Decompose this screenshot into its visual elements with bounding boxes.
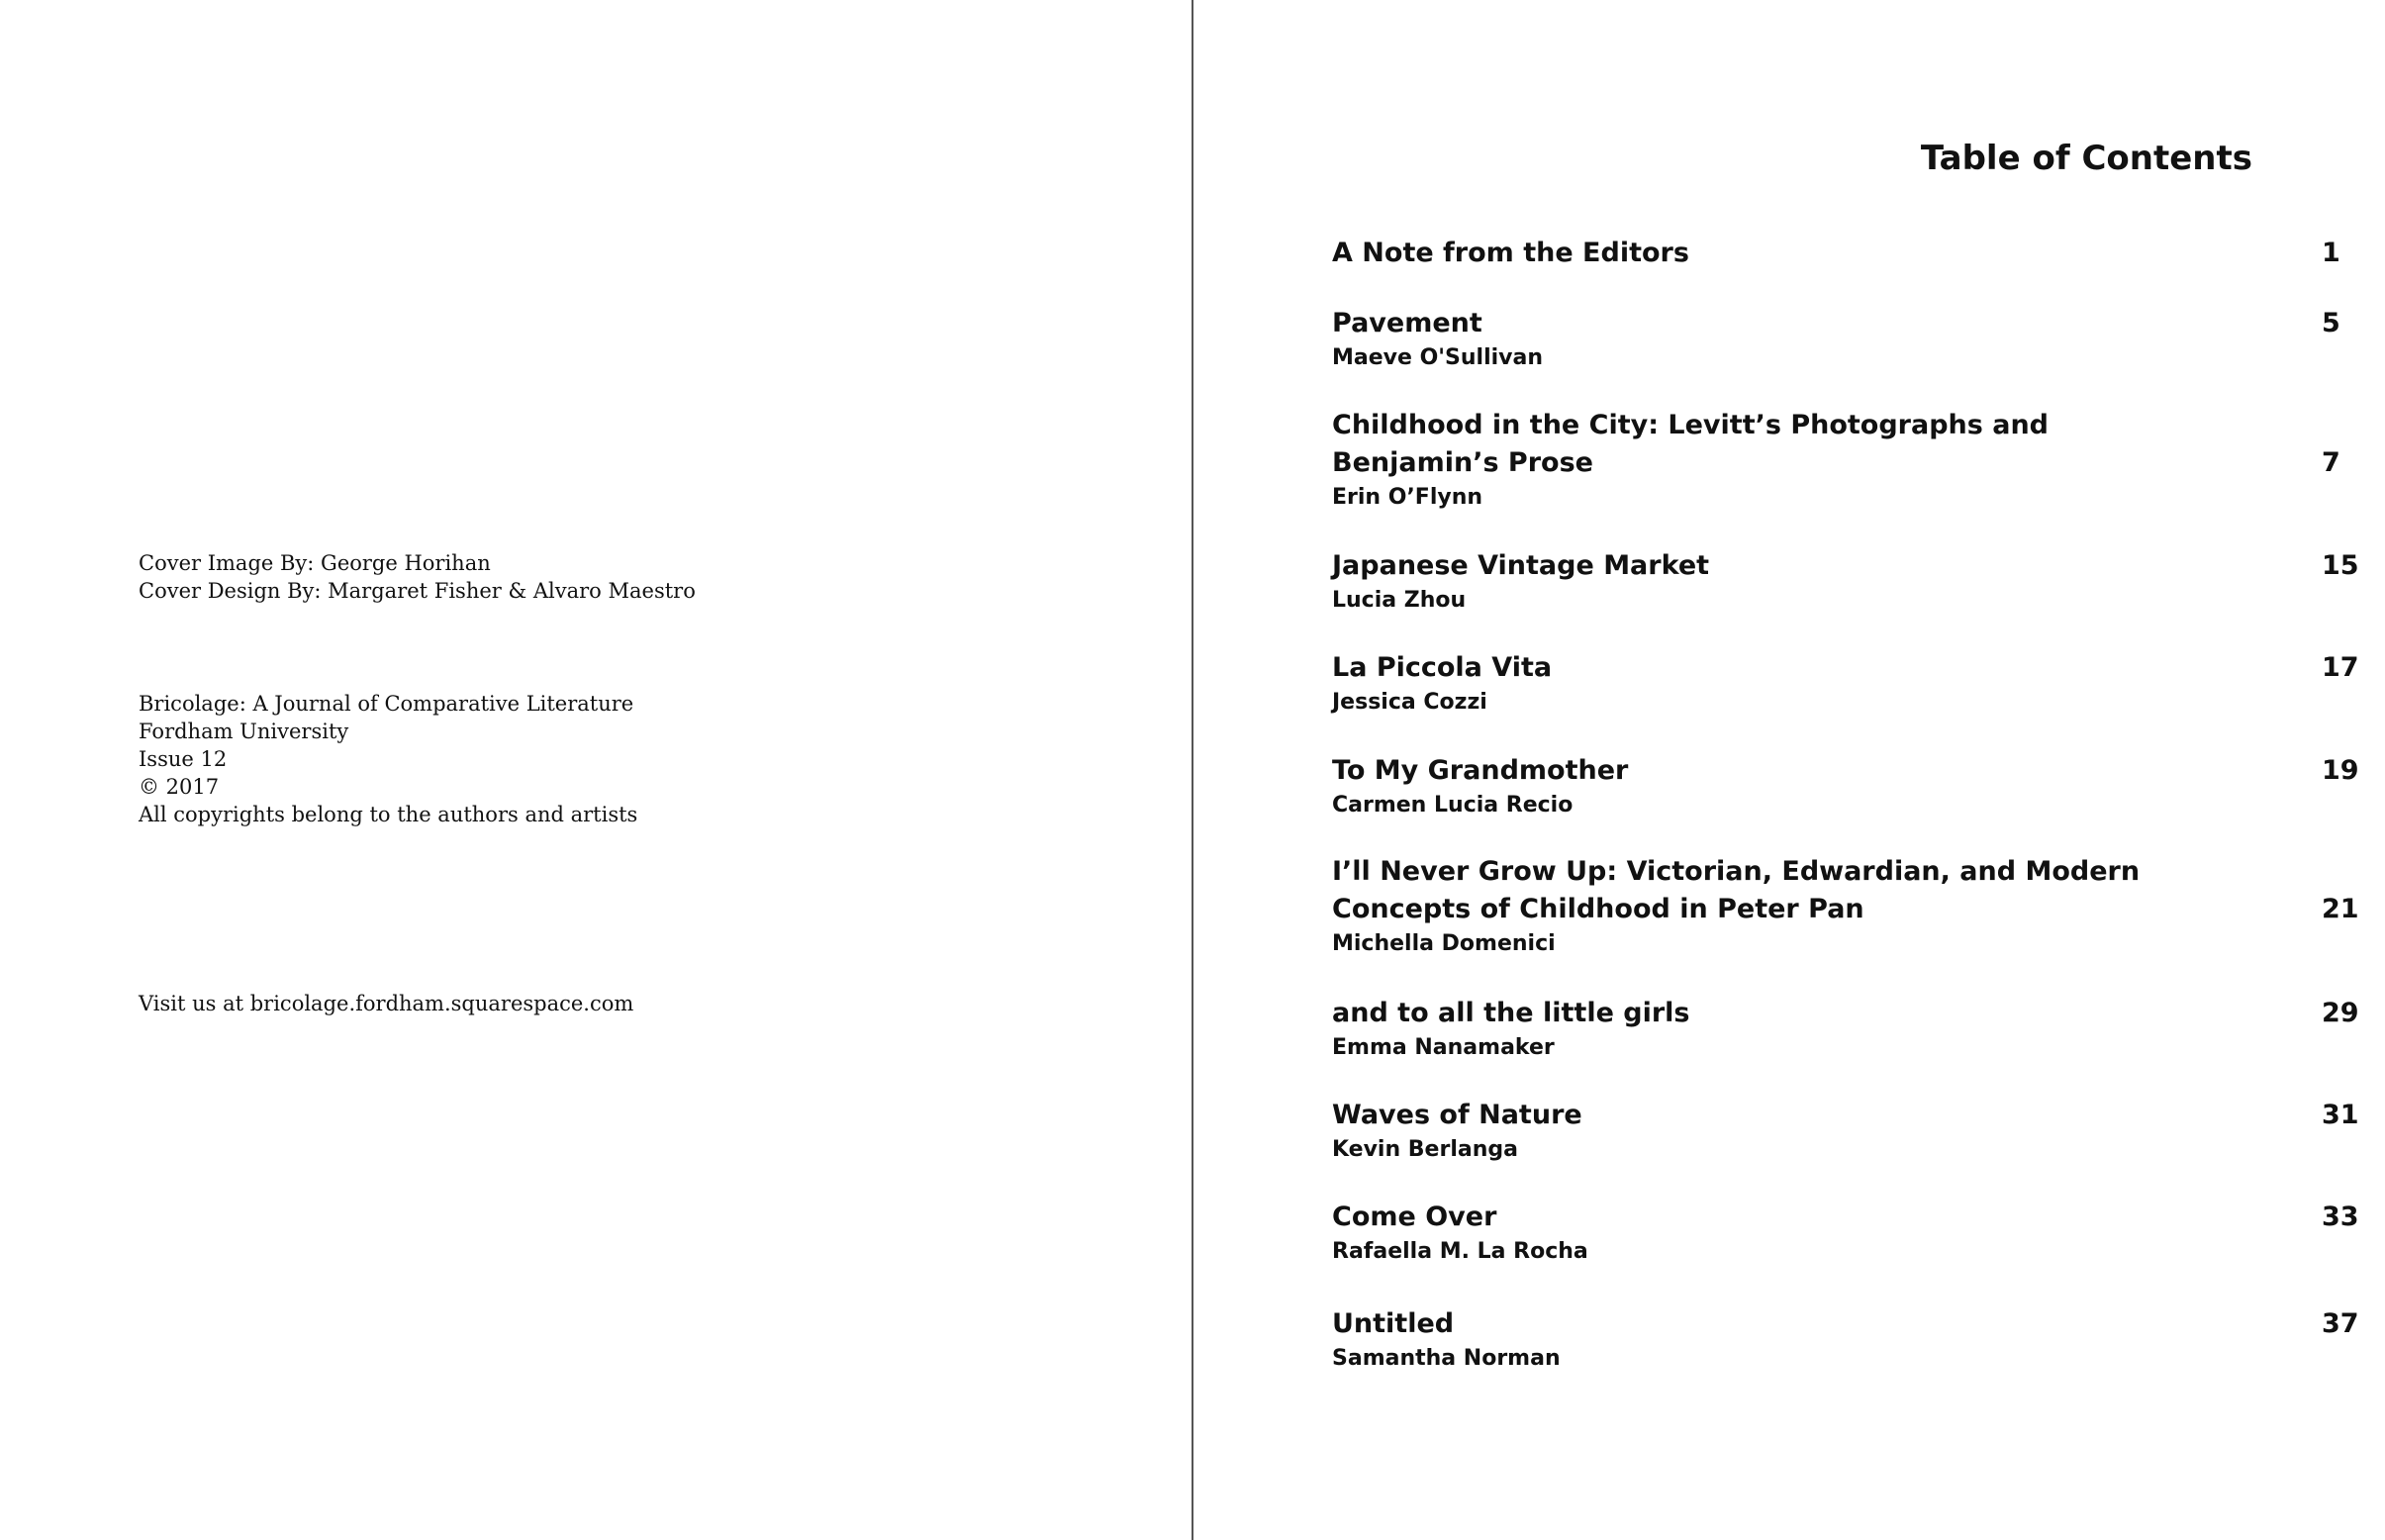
toc-entry (1332, 547, 2359, 617)
toc-entry-page: 21 (2322, 894, 2359, 924)
toc-entry (1332, 853, 2359, 960)
toc-entry-author: Erin O’Flynn (1332, 485, 1483, 510)
toc-entry-page: 15 (2322, 550, 2359, 581)
cover-design-credit: Cover Design By: Margaret Fisher & Alvaro Maestro (139, 579, 696, 603)
cover-credits (139, 549, 696, 605)
toc-entry-author: Carmen Lucia Recio (1332, 793, 1574, 818)
toc-entry (1332, 305, 2340, 374)
toc-entry-title: Come Over (1332, 1202, 1497, 1232)
toc-entry-title: A Note from the Editors (1332, 238, 1689, 268)
toc-entry-title: La Piccola Vita (1332, 652, 1553, 683)
toc-entry-title-line-1: I’ll Never Grow Up: Victorian, Edwardian, and Modern (1332, 856, 2141, 887)
toc-entry-title-line-2: Concepts of Childhood in Peter Pan (1332, 894, 1864, 924)
toc-heading: Table of Contents (1920, 139, 2252, 178)
toc-entry-title: Untitled (1332, 1308, 1455, 1339)
toc-entry-title: To My Grandmother (1332, 755, 1629, 786)
toc-entry (1332, 995, 2359, 1064)
copyright-notice: All copyrights belong to the authors and artists (139, 803, 638, 826)
toc-entry-title: Pavement (1332, 308, 1482, 338)
toc-entry (1332, 407, 2340, 514)
toc-entry-page: 19 (2322, 755, 2359, 786)
right-page (1193, 0, 2385, 1540)
toc-entry-author: Jessica Cozzi (1332, 690, 1487, 715)
toc-entry-title-line-1: Childhood in the City: Levitt’s Photographs and (1332, 410, 2049, 440)
toc-entry-title: and to all the little girls (1332, 998, 1690, 1028)
toc-entry-page: 29 (2322, 998, 2359, 1028)
website-line: Visit us at bricolage.fordham.squarespace.com (139, 992, 634, 1015)
toc-entry (1332, 649, 2359, 719)
toc-entry (1332, 235, 2340, 272)
toc-entry-author: Lucia Zhou (1332, 588, 1467, 613)
toc-entry-page: 33 (2322, 1202, 2359, 1232)
toc-entry-author: Maeve O'Sullivan (1332, 345, 1543, 370)
issue-number: Issue 12 (139, 747, 228, 771)
toc-entry-author: Kevin Berlanga (1332, 1137, 1518, 1162)
toc-entry-page: 31 (2322, 1100, 2359, 1130)
toc-entry-page: 1 (2322, 238, 2340, 268)
toc-entry (1332, 752, 2359, 821)
toc-entry-author: Emma Nanamaker (1332, 1035, 1555, 1060)
copyright-year: © 2017 (139, 775, 220, 799)
university-name: Fordham University (139, 720, 349, 743)
toc-entry-title: Waves of Nature (1332, 1100, 1582, 1130)
toc-entry (1332, 1305, 2359, 1375)
toc-entry-author: Rafaella M. La Rocha (1332, 1239, 1588, 1264)
toc-entry-page: 7 (2322, 447, 2340, 478)
toc-entry-author: Samantha Norman (1332, 1346, 1561, 1371)
toc-entry-page: 37 (2322, 1308, 2359, 1339)
toc-entry (1332, 1199, 2359, 1268)
publication-info (139, 690, 637, 828)
toc-entry-title-line-2: Benjamin’s Prose (1332, 447, 1593, 478)
toc-entry-page: 5 (2322, 308, 2340, 338)
cover-image-credit: Cover Image By: George Horihan (139, 551, 491, 575)
toc-entry (1332, 1097, 2359, 1166)
toc-entry-author: Michella Domenici (1332, 931, 1556, 956)
journal-name: Bricolage: A Journal of Comparative Literature (139, 692, 634, 716)
left-page (0, 0, 1192, 1540)
toc-entry-page: 17 (2322, 652, 2359, 683)
toc-entry-title: Japanese Vintage Market (1332, 550, 1710, 581)
